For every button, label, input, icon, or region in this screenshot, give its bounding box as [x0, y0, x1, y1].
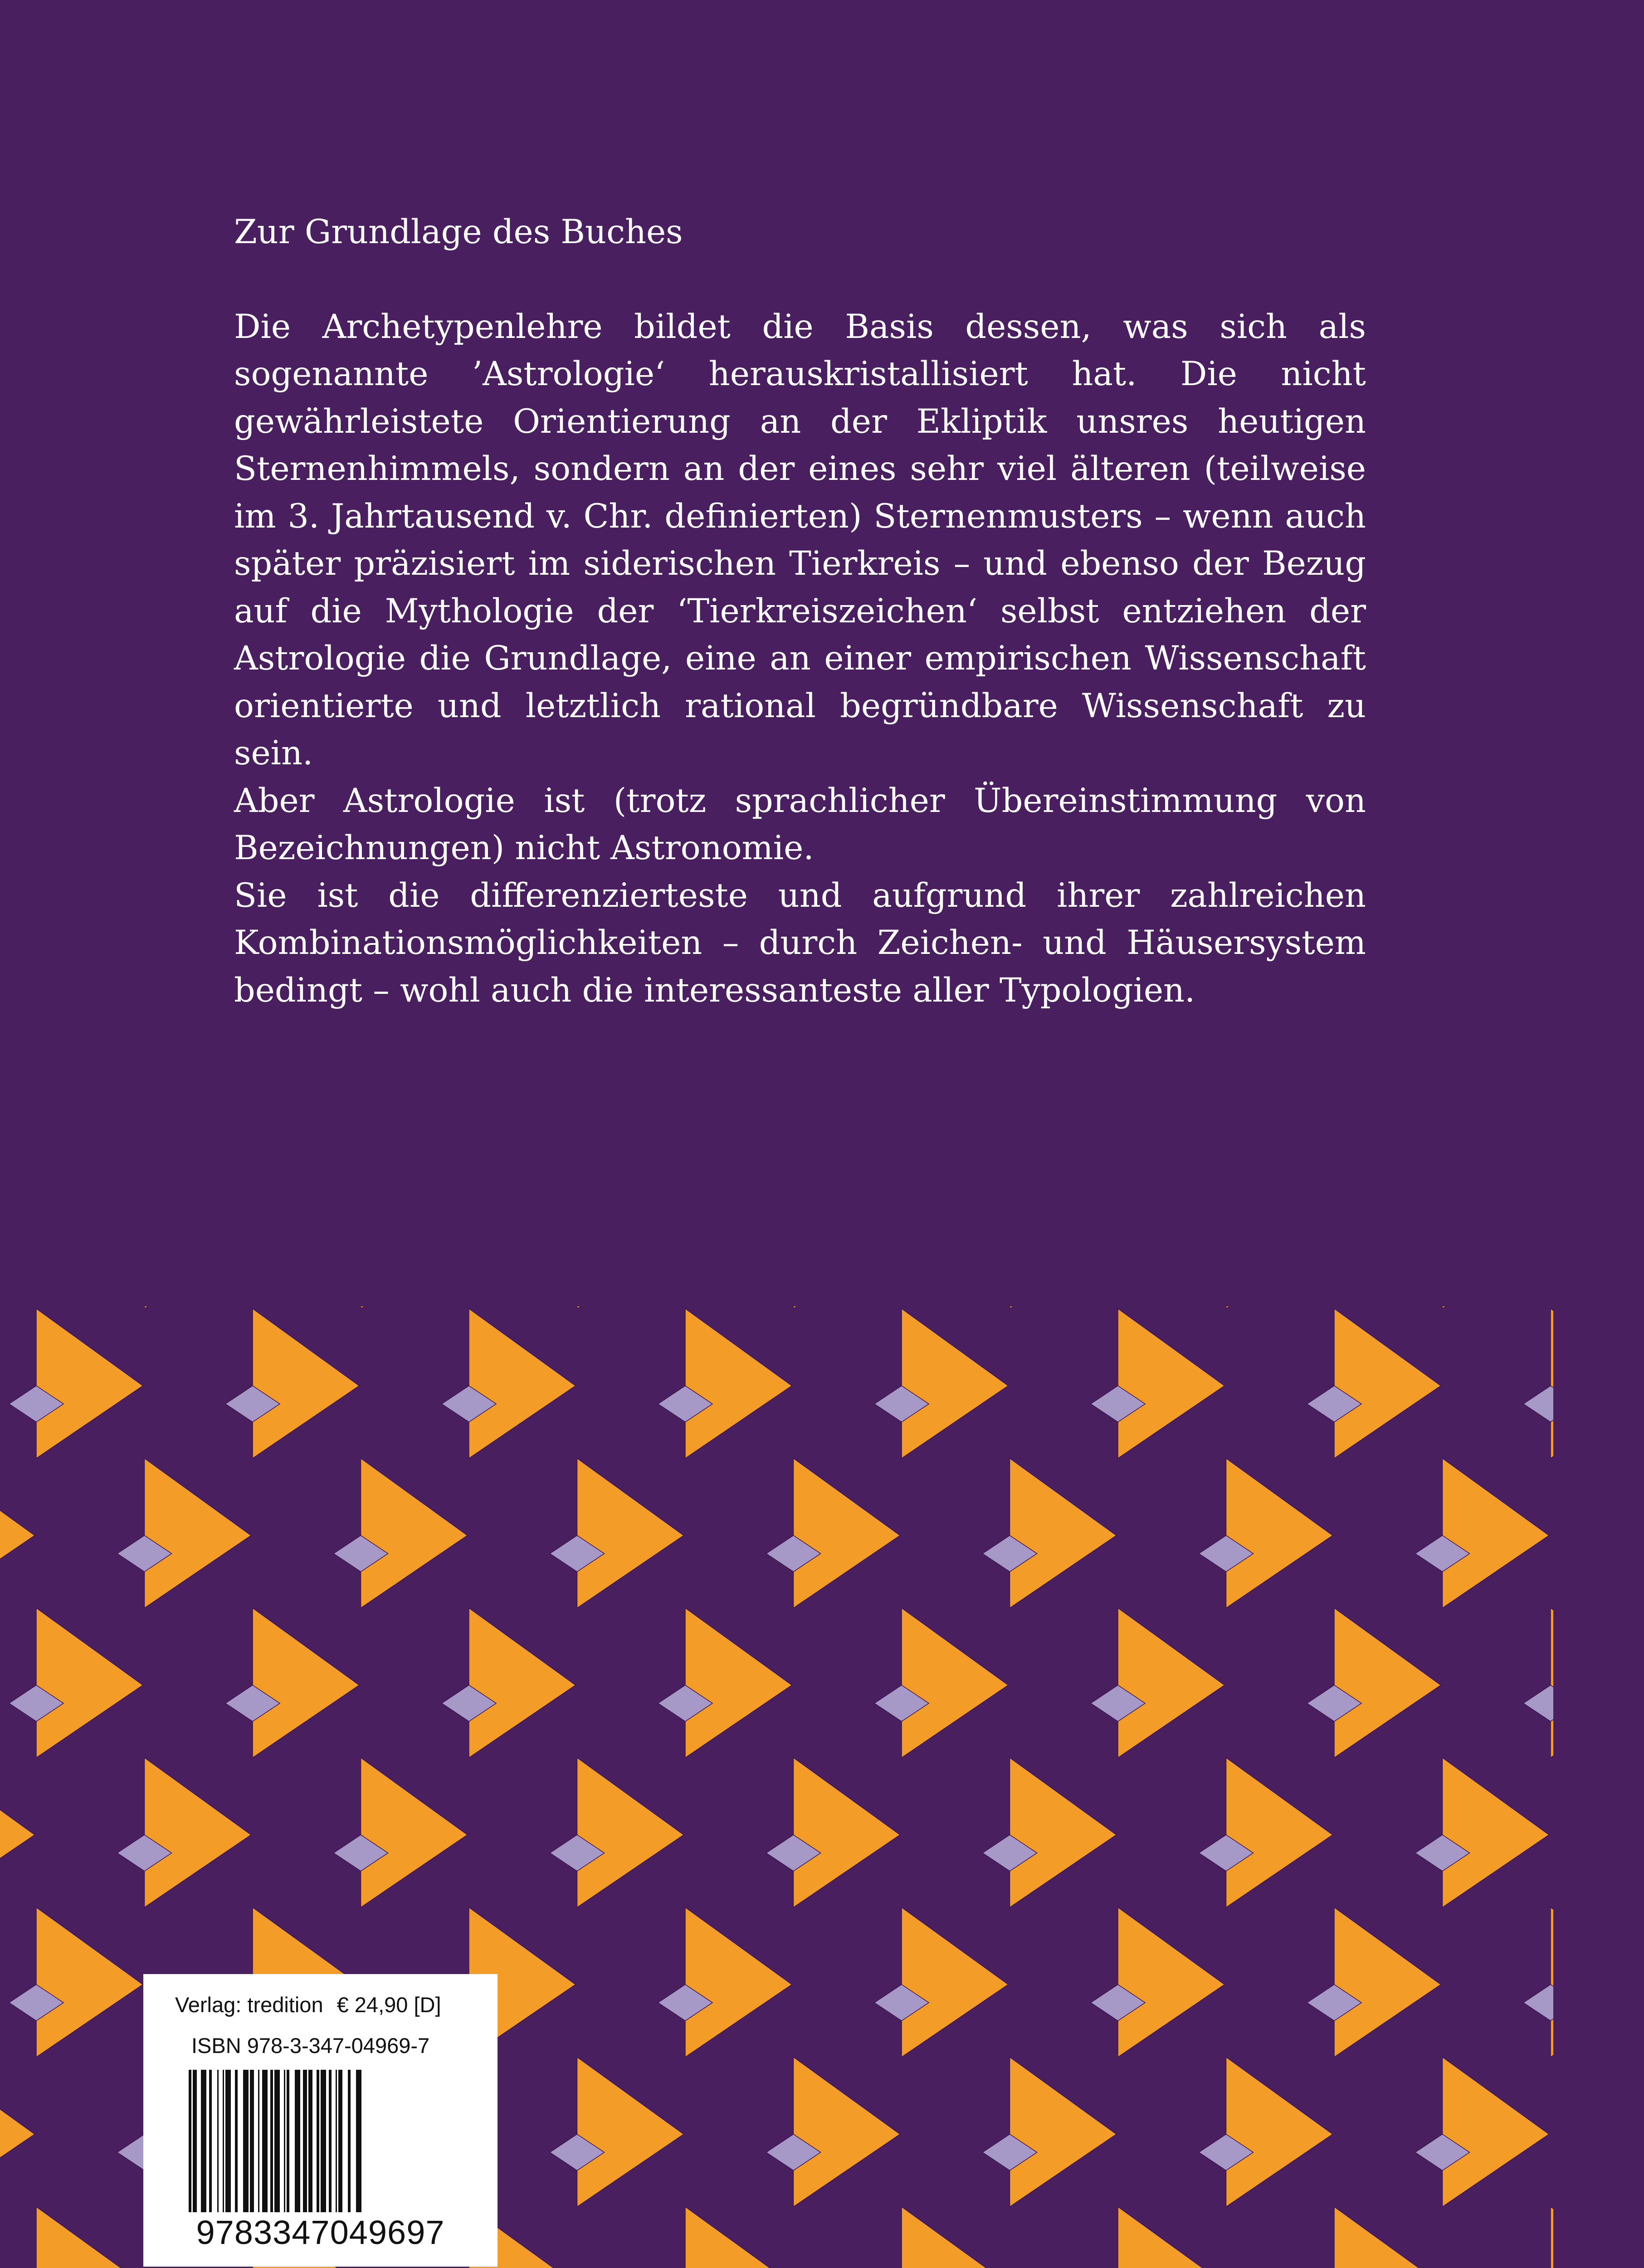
orange-triangle [1010, 1458, 1117, 1608]
barcode-bar [348, 2070, 351, 2212]
orange-triangle [1551, 1309, 1644, 1458]
orange-triangle [145, 1758, 251, 1907]
lavender-rhombus [1632, 1535, 1644, 1572]
barcode-bar [329, 2070, 332, 2212]
barcode-bar [308, 2070, 312, 2212]
orange-triangle [577, 1159, 684, 1309]
barcode-bar [225, 2070, 231, 2212]
orange-triangle [1226, 1458, 1333, 1608]
orange-triangle [1334, 1309, 1441, 1458]
orange-triangle [1010, 2057, 1117, 2207]
blurb-heading: Zur Grundlage des Buches [234, 213, 683, 251]
orange-triangle [685, 2207, 792, 2268]
barcode-bar [274, 2070, 280, 2212]
orange-triangle [0, 1758, 35, 1907]
lavender-rhombus [1632, 1236, 1644, 1272]
barcode-bar [209, 2070, 212, 2212]
barcode-bar [287, 2070, 289, 2212]
orange-triangle [1551, 1608, 1644, 1758]
barcode-bar [321, 2070, 326, 2212]
barcode-bar [250, 2070, 254, 2212]
orange-triangle [1443, 1458, 1549, 1608]
orange-triangle [685, 1907, 792, 2057]
lavender-rhombus [1632, 2134, 1644, 2170]
lavender-rhombus [1415, 1236, 1470, 1272]
orange-triangle [1334, 1907, 1441, 2057]
orange-triangle [1551, 2207, 1644, 2268]
orange-triangle [1118, 1608, 1224, 1758]
barcode-bar [235, 2070, 238, 2212]
barcode-bar [217, 2070, 219, 2212]
blurb-text-block [234, 209, 1366, 1014]
orange-triangle [685, 1309, 792, 1458]
lavender-rhombus [117, 1236, 172, 1272]
orange-triangle [902, 2207, 1008, 2268]
orange-triangle [145, 1159, 251, 1309]
orange-triangle [145, 1458, 251, 1608]
orange-triangle [577, 1458, 684, 1608]
orange-triangle [1010, 1758, 1117, 1907]
lavender-rhombus [766, 1236, 821, 1272]
blurb-paragraph: Aber Astrologie ist (trotz sprachlicher Übereinstimmung von Bezeichnungen) nicht Astronomie. [234, 781, 1366, 867]
orange-triangle [1226, 1758, 1333, 1907]
orange-triangle [361, 1159, 468, 1309]
lavender-rhombus [1523, 1984, 1578, 2021]
orange-triangle [1551, 1907, 1644, 2057]
orange-triangle [0, 1458, 35, 1608]
orange-triangle [1443, 1758, 1549, 1907]
lavender-rhombus [334, 1236, 388, 1272]
orange-triangle [361, 1458, 468, 1608]
barcode-bars-graphic [189, 2070, 457, 2212]
barcode-bar [223, 2070, 224, 2212]
barcode-bar [303, 2070, 307, 2212]
orange-triangle [253, 1608, 359, 1758]
orange-triangle [361, 1758, 468, 1907]
orange-triangle [577, 2057, 684, 2207]
lavender-rhombus [1632, 1835, 1644, 1871]
barcode-bar [262, 2070, 268, 2212]
publisher-price-line [175, 1992, 441, 2017]
publisher-name: Verlag: tredition [175, 1993, 323, 2017]
isbn-barcode-label [143, 1974, 498, 2267]
isbn-number: ISBN 978-3-347-04969-7 [191, 2033, 430, 2058]
orange-triangle [1226, 1159, 1333, 1309]
orange-triangle [36, 1309, 143, 1458]
orange-triangle [1443, 1159, 1549, 1309]
barcode-bar [201, 2070, 206, 2212]
barcode-bar [295, 2070, 300, 2212]
orange-triangle [1334, 1608, 1441, 1758]
orange-triangle [36, 2207, 143, 2268]
orange-triangle [1010, 1159, 1117, 1309]
lavender-rhombus [1199, 1236, 1254, 1272]
orange-triangle [794, 1159, 900, 1309]
lavender-rhombus [983, 1236, 1037, 1272]
orange-triangle [794, 1758, 900, 1907]
barcode-bar [336, 2070, 337, 2212]
orange-triangle [1334, 2207, 1441, 2268]
orange-triangle [902, 1309, 1008, 1458]
orange-triangle [577, 1758, 684, 1907]
orange-triangle [36, 1907, 143, 2057]
orange-triangle [1118, 2207, 1224, 2268]
barcode-bar [338, 2070, 342, 2212]
orange-triangle [794, 2057, 900, 2207]
barcode-bar [243, 2070, 249, 2212]
ean-digits: 9783347049697 [196, 2214, 445, 2251]
orange-triangle [1443, 2057, 1549, 2207]
orange-triangle [902, 1608, 1008, 1758]
lavender-rhombus [1523, 1386, 1578, 1422]
orange-triangle [36, 1608, 143, 1758]
lavender-rhombus [550, 1236, 605, 1272]
price: € 24,90 [D] [337, 1993, 441, 2017]
barcode-bar [317, 2070, 319, 2212]
orange-triangle [794, 1458, 900, 1608]
orange-triangle [902, 1907, 1008, 2057]
barcode-bar [356, 2070, 361, 2212]
orange-triangle [469, 1309, 576, 1458]
blurb-paragraph: Sie ist die differenzierteste und aufgrund ihrer zahlreichen Kombinationsmöglichkeiten – durch Zeichen- und Häusersystem bedingt – wohl auch die interessanteste aller Typologien. [234, 876, 1366, 1010]
barcode-bar [270, 2070, 273, 2212]
orange-triangle [1118, 1907, 1224, 2057]
orange-triangle [1118, 1309, 1224, 1458]
orange-triangle [685, 1608, 792, 1758]
orange-triangle [253, 1309, 359, 1458]
barcode-bar [258, 2070, 259, 2212]
lavender-rhombus [1523, 1685, 1578, 1721]
orange-triangle [0, 1159, 35, 1309]
blurb-paragraph: Die Archetypenlehre bildet die Basis dessen, was sich als sogenannte ’Astrologie‘ herauskristallisiert hat. Die nicht gewährleistete Orientierung an der Ekliptik unsres heutigen Sternenhimmels, sondern an der eines sehr viel älteren (teilweise im 3. Jahrtausend v. Chr. definierten) Sternenmusters – wenn auch später präzisiert im siderischen Tierkreis – und ebenso der Bezug auf die Mythologie der ‘Tierkreiszeichen‘ selbst entziehen der Astrologie die Grundlage, eine an einer empirischen Wissenschaft orientierte und letztlich rational begründbare Wissenschaft zu sein. [234, 307, 1366, 772]
barcode-bar [189, 2070, 191, 2212]
orange-triangle [0, 2057, 35, 2207]
orange-triangle [469, 1608, 576, 1758]
orange-triangle [1226, 2057, 1333, 2207]
barcode-bar [193, 2070, 197, 2212]
barcode-bar [284, 2070, 285, 2212]
